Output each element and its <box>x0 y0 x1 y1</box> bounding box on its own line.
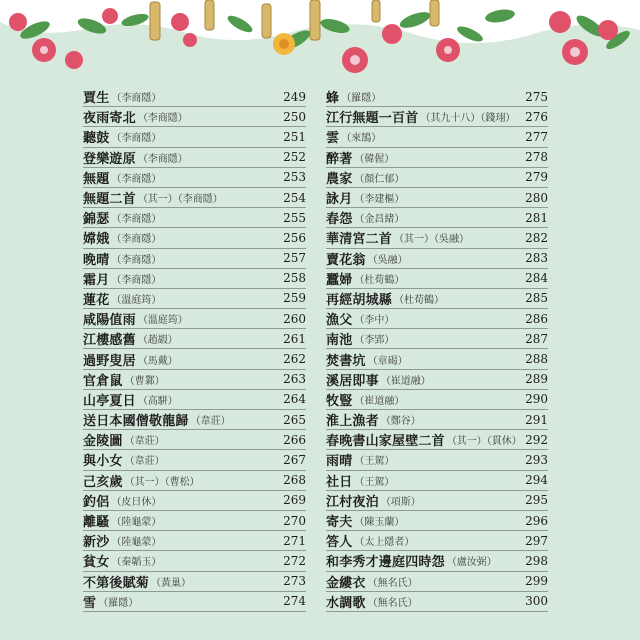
poem-author: （秦韜玉） <box>111 557 162 569</box>
poem-author: （馬戴） <box>137 355 178 367</box>
poem-title: 霜月 <box>83 272 110 288</box>
poem-author: （來鵠） <box>341 133 382 145</box>
page-number: 280 <box>525 190 548 205</box>
toc-entry[interactable] <box>83 188 306 208</box>
toc-left-column <box>83 87 306 612</box>
poem-author: （李商隱） <box>137 113 188 125</box>
floral-border-illustration <box>0 0 640 86</box>
page-number: 283 <box>525 251 548 266</box>
poem-author: （韋莊） <box>124 436 165 448</box>
poem-title: 新沙 <box>83 535 110 551</box>
poem-title: 牧豎 <box>326 393 353 409</box>
page-number: 289 <box>525 372 548 387</box>
toc-entry[interactable] <box>83 370 306 390</box>
page-number: 259 <box>283 291 306 306</box>
poem-author: （其一）（曹松） <box>124 476 200 488</box>
poem-title: 再經胡城縣 <box>326 292 393 308</box>
toc-entry[interactable] <box>83 390 306 410</box>
page-number: 273 <box>283 574 306 589</box>
poem-author: （無名氏） <box>367 597 418 609</box>
toc-entry[interactable] <box>83 309 306 329</box>
poem-author: （鄭谷） <box>380 416 421 428</box>
toc-entry[interactable] <box>83 511 306 531</box>
poem-author: （王駕） <box>354 476 395 488</box>
poem-author: （羅隱） <box>98 597 139 609</box>
toc-entry[interactable] <box>326 349 548 369</box>
page-number: 265 <box>283 412 306 427</box>
poem-author: （趙嘏） <box>137 335 178 347</box>
poem-author: （其一）（貫休） <box>446 436 522 448</box>
poem-title: 雪 <box>83 595 97 611</box>
poem-title: 蓮花 <box>83 292 110 308</box>
page-number: 261 <box>283 331 306 346</box>
poem-author: （陸龜蒙） <box>111 517 162 529</box>
poem-title: 與小女 <box>83 454 123 470</box>
toc-entry[interactable] <box>83 228 306 248</box>
page-number: 275 <box>525 89 548 104</box>
toc-entry[interactable] <box>326 390 548 410</box>
poem-author: （杜荀鶴） <box>394 294 445 306</box>
poem-title: 聽鼓 <box>83 131 110 147</box>
page-number: 255 <box>283 210 306 225</box>
page-number: 300 <box>525 594 548 609</box>
toc-entry[interactable] <box>83 491 306 511</box>
poem-title: 無題 <box>83 171 110 187</box>
page-number: 288 <box>525 352 548 367</box>
toc-entry[interactable] <box>326 87 548 107</box>
poem-title: 晚晴 <box>83 252 110 268</box>
page-number: 249 <box>283 89 306 104</box>
toc-entry[interactable] <box>326 511 548 531</box>
poem-title: 不第後賦菊 <box>83 575 150 591</box>
page-number: 262 <box>283 352 306 367</box>
toc-entry[interactable] <box>83 269 306 289</box>
poem-author: （項斯） <box>380 496 421 508</box>
toc-entry[interactable] <box>83 107 306 127</box>
poem-author: （李商隱） <box>111 254 162 266</box>
toc-entry[interactable] <box>326 289 548 309</box>
toc-entry[interactable] <box>326 107 548 127</box>
poem-title: 離騷 <box>83 515 110 531</box>
page-number: 267 <box>283 452 306 467</box>
poem-title: 己亥歲 <box>83 474 123 490</box>
poem-author: （李商隱） <box>111 93 162 105</box>
page-number: 274 <box>283 594 306 609</box>
toc-entry[interactable] <box>83 551 306 571</box>
toc-entry[interactable] <box>326 309 548 329</box>
toc-entry[interactable] <box>83 471 306 491</box>
poem-author: （崔道融） <box>380 375 431 387</box>
poem-title: 焚書坑 <box>326 353 366 369</box>
poem-title: 雨晴 <box>326 454 353 470</box>
poem-title: 南池 <box>326 333 353 349</box>
page-number: 297 <box>525 533 548 548</box>
poem-author: （王駕） <box>354 456 395 468</box>
poem-author: （李商隱） <box>111 234 162 246</box>
toc-entry[interactable] <box>326 148 548 168</box>
poem-title: 金縷衣 <box>326 575 366 591</box>
poem-author: （黃巢） <box>151 577 192 589</box>
poem-author: （韋莊） <box>124 456 165 468</box>
poem-title: 雲 <box>326 131 340 147</box>
page-number: 258 <box>283 271 306 286</box>
poem-title: 賣花翁 <box>326 252 366 268</box>
page-number: 298 <box>525 553 548 568</box>
toc-entry[interactable] <box>83 349 306 369</box>
page-number: 256 <box>283 230 306 245</box>
page-number: 253 <box>283 170 306 185</box>
page-number: 250 <box>283 109 306 124</box>
page-number: 272 <box>283 553 306 568</box>
poem-author: （李商隱） <box>111 173 162 185</box>
toc-entry[interactable] <box>83 148 306 168</box>
toc-entry[interactable] <box>83 289 306 309</box>
page-number: 281 <box>525 210 548 225</box>
page-number: 268 <box>283 473 306 488</box>
poem-title: 無題二首 <box>83 192 136 208</box>
toc-entry[interactable] <box>83 450 306 470</box>
poem-title: 詠月 <box>326 192 353 208</box>
poem-author: （其一）（李商隱） <box>137 194 223 206</box>
poem-title: 醉著 <box>326 151 353 167</box>
poem-author: （陳玉蘭） <box>354 517 405 529</box>
poem-title: 夜雨寄北 <box>83 111 136 127</box>
poem-title: 賈生 <box>83 91 110 107</box>
page-number: 278 <box>525 150 548 165</box>
page-number: 293 <box>525 452 548 467</box>
page-number: 271 <box>283 533 306 548</box>
page-number: 290 <box>525 392 548 407</box>
page-number: 257 <box>283 251 306 266</box>
poem-title: 錦瑟 <box>83 212 110 228</box>
toc-entry[interactable] <box>326 188 548 208</box>
poem-title: 蠶婦 <box>326 272 353 288</box>
poem-title: 漁父 <box>326 313 353 329</box>
page-number: 291 <box>525 412 548 427</box>
toc-entry[interactable] <box>83 208 306 228</box>
poem-author: （羅隱） <box>341 93 382 105</box>
page-number: 284 <box>525 271 548 286</box>
poem-author: （杜荀鶴） <box>354 274 405 286</box>
page-number: 264 <box>283 392 306 407</box>
toc-entry[interactable] <box>326 471 548 491</box>
poem-title: 送日本國僧敬龍歸 <box>83 414 189 430</box>
page-number: 292 <box>525 432 548 447</box>
poem-author: （李商隱） <box>111 214 162 226</box>
poem-title: 過野叟居 <box>83 353 136 369</box>
toc-entry[interactable] <box>83 127 306 147</box>
poem-author: （陸龜蒙） <box>111 537 162 549</box>
poem-author: （高駢） <box>137 395 178 407</box>
poem-title: 春怨 <box>326 212 353 228</box>
poem-title: 官倉鼠 <box>83 373 123 389</box>
poem-author: （顏仁郁） <box>354 173 405 185</box>
toc-entry[interactable] <box>83 592 306 612</box>
poem-title: 華清宮二首 <box>326 232 393 248</box>
poem-author: （皮日休） <box>111 496 162 508</box>
poem-author: （李中） <box>354 315 395 327</box>
toc-entry[interactable] <box>326 269 548 289</box>
toc-entry[interactable] <box>326 491 548 511</box>
page-number: 277 <box>525 129 548 144</box>
toc-entry[interactable] <box>326 531 548 551</box>
poem-author: （曹鄴） <box>124 375 165 387</box>
poem-title: 社日 <box>326 474 353 490</box>
page-number: 276 <box>525 109 548 124</box>
poem-title: 登樂遊原 <box>83 151 136 167</box>
poem-author: （無名氏） <box>367 577 418 589</box>
page-number: 263 <box>283 372 306 387</box>
poem-title: 溪居即事 <box>326 373 379 389</box>
toc-entry[interactable] <box>83 168 306 188</box>
toc-entry[interactable] <box>83 531 306 551</box>
poem-title: 春晚書山家屋壁二首 <box>326 434 445 450</box>
poem-author: （其九十八）（錢珝） <box>420 113 516 125</box>
poem-title: 咸陽值雨 <box>83 313 136 329</box>
toc-entry[interactable] <box>83 87 306 107</box>
page-number: 269 <box>283 493 306 508</box>
page-number: 279 <box>525 170 548 185</box>
page-number: 287 <box>525 331 548 346</box>
poem-title: 江樓感舊 <box>83 333 136 349</box>
page-number: 270 <box>283 513 306 528</box>
poem-title: 釣侶 <box>83 494 110 510</box>
poem-author: （李郢） <box>354 335 395 347</box>
poem-author: （章碣） <box>367 355 408 367</box>
poem-author: （韋莊） <box>190 416 231 428</box>
toc-entry[interactable] <box>326 450 548 470</box>
toc-entry[interactable] <box>83 249 306 269</box>
toc-entry[interactable] <box>326 551 548 571</box>
poem-author: （金昌緒） <box>354 214 405 226</box>
poem-title: 金陵圖 <box>83 434 123 450</box>
toc-entry[interactable] <box>326 208 548 228</box>
toc-entry[interactable] <box>326 430 548 450</box>
poem-author: （太上隱者） <box>354 537 415 549</box>
page-number: 260 <box>283 311 306 326</box>
toc-entry[interactable] <box>83 410 306 430</box>
poem-author: （溫庭筠） <box>137 315 188 327</box>
page-number: 266 <box>283 432 306 447</box>
toc-entry[interactable] <box>326 592 548 612</box>
poem-author: （吳融） <box>367 254 408 266</box>
poem-author: （崔道融） <box>354 395 405 407</box>
poem-author: （李商隱） <box>111 274 162 286</box>
page-number: 282 <box>525 230 548 245</box>
toc-entry[interactable] <box>326 572 548 592</box>
poem-title: 水調歌 <box>326 595 366 611</box>
poem-title: 山亭夏日 <box>83 393 136 409</box>
poem-title: 嫦娥 <box>83 232 110 248</box>
poem-title: 貧女 <box>83 555 110 571</box>
poem-author: （李商隱） <box>111 133 162 145</box>
poem-title: 淮上漁者 <box>326 414 379 430</box>
toc-entry[interactable] <box>326 168 548 188</box>
page-number: 294 <box>525 473 548 488</box>
toc-entry[interactable] <box>83 329 306 349</box>
page-number: 251 <box>283 129 306 144</box>
page-number: 252 <box>283 150 306 165</box>
poem-author: （盧汝弼） <box>446 557 497 569</box>
toc-entry[interactable] <box>326 228 548 248</box>
page-number: 286 <box>525 311 548 326</box>
toc-entry[interactable] <box>326 127 548 147</box>
poem-author: （其一）（吳融） <box>394 234 470 246</box>
page-number: 285 <box>525 291 548 306</box>
page-number: 299 <box>525 574 548 589</box>
toc-right-column <box>326 87 548 612</box>
toc-entry[interactable] <box>83 430 306 450</box>
poem-author: （李商隱） <box>137 153 188 165</box>
poem-author: （韓偓） <box>354 153 395 165</box>
poem-title: 江村夜泊 <box>326 494 379 510</box>
toc-entry[interactable] <box>326 370 548 390</box>
poem-title: 和李秀才邊庭四時怨 <box>326 555 445 571</box>
toc-entry[interactable] <box>83 572 306 592</box>
poem-title: 寄夫 <box>326 515 353 531</box>
page-number: 295 <box>525 493 548 508</box>
poem-title: 江行無題一百首 <box>326 111 419 127</box>
toc-entry[interactable] <box>326 410 548 430</box>
page-number: 296 <box>525 513 548 528</box>
poem-author: （溫庭筠） <box>111 294 162 306</box>
poem-author: （李建樞） <box>354 194 405 206</box>
poem-title: 農家 <box>326 171 353 187</box>
toc-entry[interactable] <box>326 249 548 269</box>
toc-entry[interactable] <box>326 329 548 349</box>
page-number: 254 <box>283 190 306 205</box>
poem-title: 蜂 <box>326 91 340 107</box>
poem-title: 答人 <box>326 535 353 551</box>
